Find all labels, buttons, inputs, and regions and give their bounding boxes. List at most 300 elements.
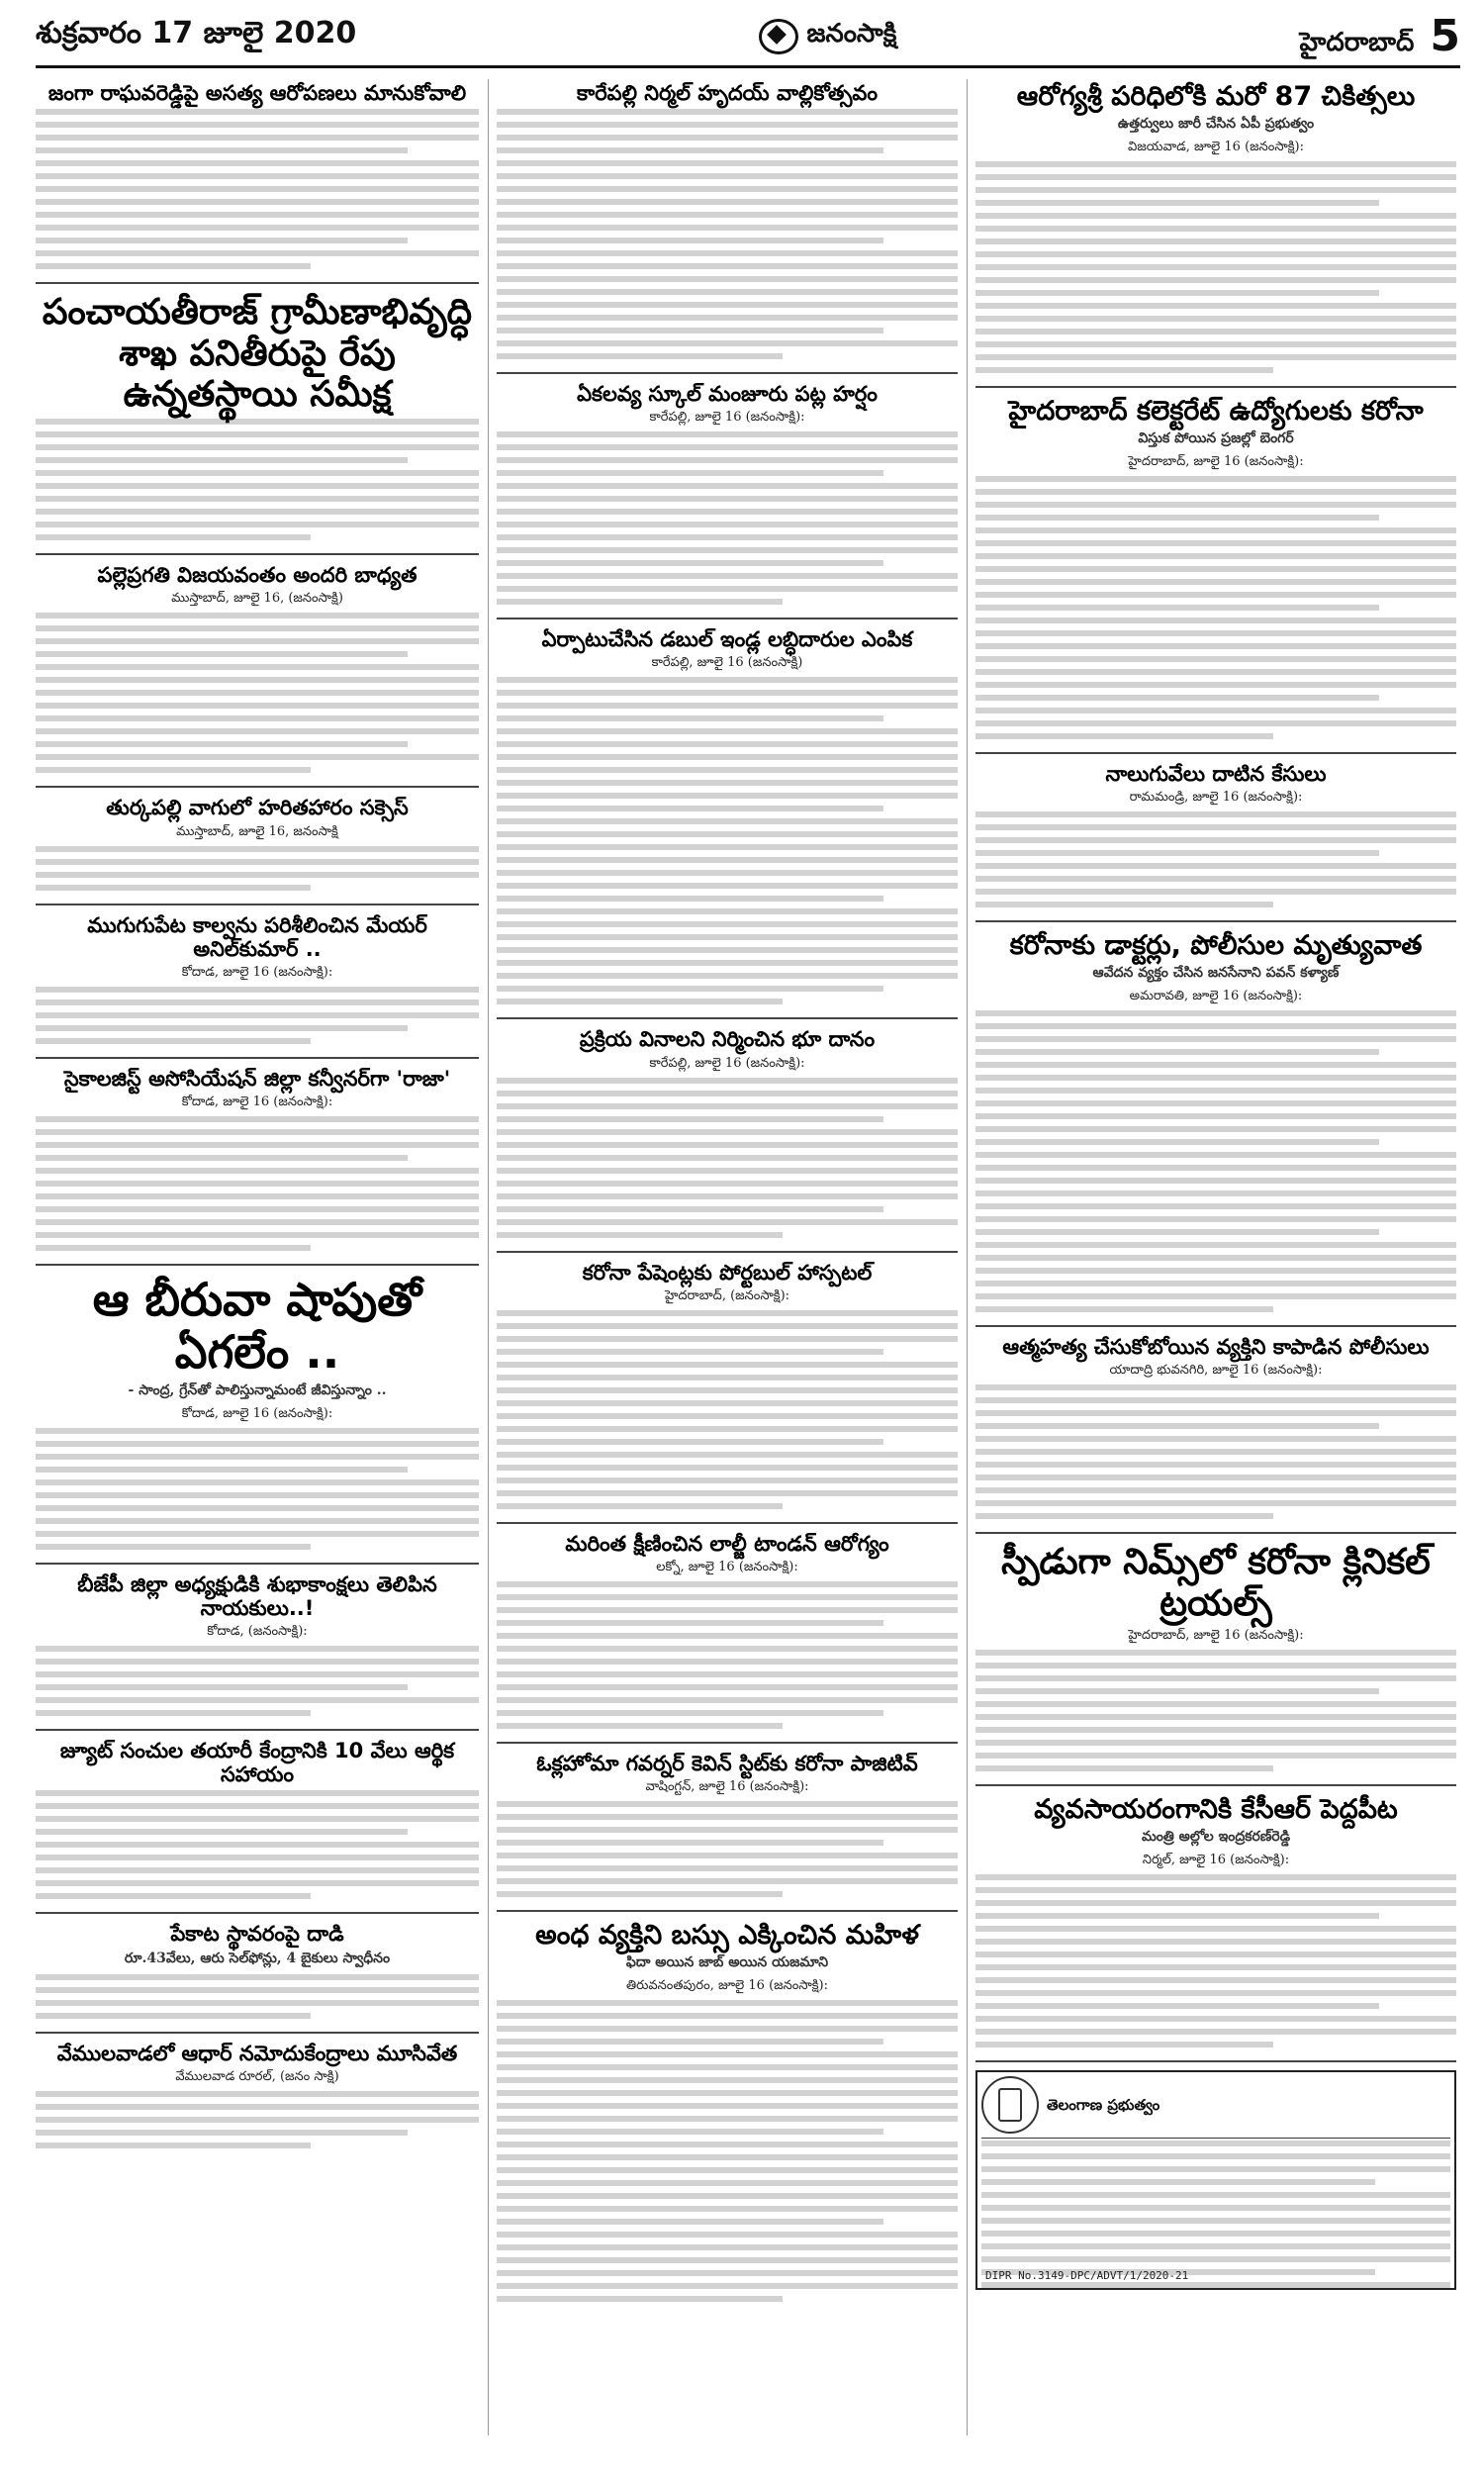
text-line (975, 1410, 1456, 1416)
text-line (36, 444, 479, 450)
text-line (497, 1477, 958, 1483)
column-divider (488, 79, 489, 2435)
text-line (975, 1900, 1456, 1906)
text-line (497, 250, 958, 256)
text-line (497, 1659, 958, 1665)
article-headline: పంచాయతీరాజ్ గ్రామీణాభివృద్ధి శాఖ పనితీరుపై రేపు ఉన్నతస్థాయి సమీక్ష (42, 292, 473, 415)
text-line (497, 1091, 958, 1096)
text-line (497, 109, 958, 115)
article-dateline: కారేపల్లి, జూలై 16 (జనంసాక్షి): (649, 410, 805, 426)
text-line (975, 1397, 1456, 1403)
text-line (975, 1977, 1456, 1983)
issue-date: శుక్రవారం 17 జూలై 2020 (36, 16, 357, 50)
article (497, 1920, 958, 2315)
article-body (975, 1650, 1456, 1771)
article-body (36, 2091, 479, 2148)
text-line (975, 213, 1456, 219)
text-line (497, 1078, 958, 1084)
text-line (975, 1062, 1456, 1068)
text-line (975, 1688, 1379, 1694)
text-line (975, 1049, 1379, 1055)
text-line (36, 690, 479, 696)
article-body (36, 419, 479, 540)
text-line (497, 1413, 958, 1419)
text-line (975, 1203, 1456, 1209)
text-line (36, 1012, 479, 1018)
text-line (36, 1855, 479, 1860)
text-line (36, 263, 311, 269)
text-line (497, 340, 958, 346)
text-line (975, 902, 1273, 907)
text-line (975, 605, 1379, 611)
article-dateline: అమరావతి, జూలై 16 (జనంసాక్షి): (1129, 989, 1303, 1004)
text-line (981, 2179, 1375, 2185)
text-line (497, 1620, 883, 1626)
text-line (36, 715, 479, 721)
article-body (975, 1384, 1456, 1519)
text-line (36, 173, 479, 179)
text-line (497, 690, 958, 696)
article-body (36, 1790, 479, 1899)
text-line (497, 276, 958, 282)
text-line (36, 1544, 311, 1550)
text-line (36, 1441, 479, 1447)
text-line (36, 1893, 311, 1899)
text-line (36, 2130, 408, 2136)
article-dateline: ముస్తాబాద్, జూలై 16, జనంసాక్షి (176, 823, 338, 839)
text-line (497, 934, 958, 940)
article-dateline: కారేపల్లి, జూలై 16 (జనంసాక్షి): (649, 1055, 805, 1071)
text-line (36, 431, 479, 437)
text-line (497, 973, 958, 979)
article-subhead: విస్తుక పోయిన ప్రజల్లో బెంగర్ (1138, 430, 1294, 447)
text-line (981, 2282, 1450, 2288)
text-line (497, 199, 958, 205)
text-line (975, 630, 1456, 636)
text-line (36, 1867, 479, 1873)
text-line (497, 1814, 958, 1820)
text-line (497, 122, 958, 128)
article-body (497, 2000, 958, 2302)
text-line (497, 741, 958, 747)
text-line (975, 1436, 1456, 1442)
text-line (975, 720, 1456, 726)
text-line (975, 1740, 1456, 1746)
text-line (497, 147, 883, 153)
text-line (975, 1190, 1456, 1196)
text-line (975, 527, 1456, 533)
text-line (36, 1232, 479, 1238)
text-line (497, 1181, 958, 1187)
article (36, 1739, 479, 1914)
text-line (497, 225, 958, 231)
text-line (497, 2064, 958, 2070)
text-line (975, 876, 1456, 882)
text-line (975, 316, 1456, 322)
text-line (975, 1010, 1456, 1016)
masthead-right (1300, 11, 1460, 63)
text-line (497, 2142, 958, 2147)
text-line (975, 489, 1456, 495)
text-line (497, 818, 958, 824)
text-line (497, 2180, 958, 2186)
article-dateline: ముస్తాబాద్, జూలై 16, (జనంసాక్షి) (171, 591, 343, 607)
article-headline: కరోనాకు డాక్టర్లు, పోలీసుల మృత్యువాత (1009, 930, 1423, 962)
article (975, 81, 1456, 388)
text-line (975, 656, 1456, 662)
text-line (975, 1964, 1456, 1970)
text-line (497, 509, 958, 515)
text-line (36, 419, 479, 425)
text-line (975, 1913, 1379, 1919)
article-dateline: వేములవాడ రూరల్, (జనం సాక్షి) (175, 2068, 339, 2084)
text-line (36, 1803, 479, 1809)
text-line (497, 2116, 958, 2122)
text-line (497, 1827, 958, 1833)
text-line (497, 2232, 958, 2237)
text-line (36, 2013, 311, 2019)
article-body (497, 1801, 958, 1897)
text-line (36, 1193, 479, 1199)
text-line (975, 1126, 1456, 1132)
text-line (497, 1336, 958, 1342)
text-line (975, 733, 1273, 739)
text-line (36, 1842, 479, 1848)
article-dateline: హైదరాబాద్, జూలై 16 (జనంసాక్షి): (1128, 1628, 1304, 1644)
article-headline: ప్రక్రియ వినాలని నిర్మించిన భూ దానం (579, 1027, 876, 1052)
text-line (975, 837, 1456, 843)
text-line (497, 1490, 958, 1496)
text-line (497, 1400, 958, 1406)
ad-header (981, 2076, 1450, 2139)
text-line (975, 226, 1456, 232)
text-line (497, 1103, 958, 1109)
text-line (975, 187, 1456, 193)
text-line (975, 1701, 1456, 1707)
text-line (497, 780, 958, 786)
article-headline: బీజేపీ జిల్లా అధ్యక్షుడికి శుభాకాంక్షలు తెలిపిన నాయకులు..! (77, 1571, 437, 1620)
text-line (497, 1323, 958, 1329)
article-headline: వ్యవసాయరంగానికి కేసీఆర్ పెద్దపీట (1034, 1794, 1398, 1826)
text-line (497, 431, 958, 437)
text-line (975, 1990, 1456, 1996)
text-line (36, 1219, 479, 1225)
article-dateline: రామమండ్రి, జూలై 16 (జనంసాక్షి): (1129, 790, 1303, 806)
article (36, 1572, 479, 1731)
text-line (36, 1428, 479, 1434)
text-line (36, 1025, 408, 1031)
text-line (36, 1518, 479, 1524)
text-line (497, 1116, 883, 1122)
text-line (36, 1974, 479, 1980)
text-line (497, 1439, 883, 1445)
government-emblem-icon (981, 2076, 1039, 2134)
text-line (975, 1306, 1273, 1312)
text-line (36, 2142, 311, 2148)
article (497, 382, 958, 619)
text-line (497, 1310, 958, 1316)
text-line (36, 135, 479, 141)
text-line (36, 109, 479, 115)
article-headline: ఆ బీరువా షాపుతో ఏగలేం .. (92, 1273, 422, 1379)
text-line (497, 560, 883, 566)
article-dateline: విజయవాడ, జూలై 16 (జనంసాక్షి): (1127, 140, 1304, 155)
text-line (981, 2141, 1450, 2146)
text-line (975, 1663, 1456, 1668)
text-line (975, 1255, 1456, 1261)
text-line (497, 496, 958, 502)
article (36, 913, 479, 1059)
text-line (36, 470, 479, 476)
text-line (497, 1232, 783, 1238)
text-line (975, 1088, 1456, 1094)
text-line (497, 302, 958, 308)
text-line (497, 522, 958, 527)
text-line (981, 2205, 1450, 2211)
text-line (36, 250, 479, 256)
text-line (36, 638, 479, 644)
text-line (497, 1594, 958, 1600)
text-line (975, 200, 1379, 206)
text-line (497, 2129, 883, 2135)
text-line (497, 1503, 783, 1509)
article-dateline: కోదాడ, జూలై 16 (జనంసాక్షి): (181, 964, 333, 980)
article-body (975, 476, 1456, 739)
text-line (36, 1038, 311, 1044)
text-line (36, 1129, 479, 1135)
text-line (36, 1454, 479, 1460)
text-line (975, 303, 1456, 309)
article-headline: ముగుగుపేట కాల్వను పరిశీలించిన మేయర్ అనిల్‌కుమార్ .. (87, 912, 427, 961)
text-line (975, 341, 1456, 347)
text-line (497, 2244, 958, 2250)
article-dateline: కోదాడ, జూలై 16 (జనంసాక్షి): (181, 1405, 333, 1421)
text-line (36, 1646, 479, 1652)
article-body (36, 1646, 479, 1716)
article-headline: ఓక్లహోమా గవర్నర్ కెవిన్ స్టిట్‌కు కరోనా పాజిటివ్ (536, 1751, 918, 1775)
text-line (975, 1449, 1456, 1455)
text-line (975, 1281, 1456, 1286)
article-body (975, 161, 1456, 373)
article-headline: నాలుగువేలు దాటిన కేసులు (1105, 762, 1327, 787)
text-line (36, 212, 479, 218)
text-line (497, 754, 958, 760)
text-line (497, 1452, 958, 1458)
article-body (36, 1116, 479, 1251)
article-headline: పల్లెప్రగతి విజయవంతం అందరి బాధ్యత (97, 563, 417, 588)
text-line (497, 960, 958, 966)
text-line (36, 496, 479, 502)
text-line (36, 225, 479, 231)
text-line (36, 522, 479, 527)
ad-body (981, 2141, 1450, 2290)
ad-dipr-code: DIPR No.3149-DPC/ADVT/1/2020-21 (985, 2269, 1189, 2283)
text-line (36, 664, 479, 670)
text-line (497, 2154, 958, 2160)
text-line (981, 2218, 1450, 2224)
article-dateline: కోదాడ, (జనంసాక్షి): (207, 1624, 308, 1640)
text-line (497, 1891, 783, 1897)
article (36, 292, 479, 555)
article (975, 396, 1456, 754)
text-line (497, 1465, 958, 1471)
newspaper-logo (759, 19, 896, 54)
text-line (975, 669, 1456, 675)
text-line (36, 1142, 479, 1148)
article-subhead: ఆవేదన వ్యక్తం చేసిన జనసేనాని పవన్ కళ్యాణ్ (1092, 965, 1340, 982)
text-line (975, 1293, 1456, 1299)
text-line (497, 263, 958, 269)
article-body (36, 846, 479, 891)
text-line (36, 186, 479, 192)
text-line (497, 315, 958, 321)
text-line (497, 1607, 958, 1613)
text-line (975, 1075, 1456, 1081)
text-line (975, 264, 1456, 270)
text-line (36, 1671, 479, 1677)
text-line (36, 2000, 479, 2006)
text-line (36, 703, 479, 709)
article-headline: కారేపల్లి నిర్మల్ హృదయ్ వాల్లికోత్సవం (576, 81, 878, 105)
text-line (975, 1475, 1456, 1480)
column-3 (975, 79, 1456, 2435)
text-line (975, 1487, 1456, 1493)
text-line (497, 328, 883, 333)
text-line (497, 1853, 958, 1858)
text-line (975, 1268, 1456, 1274)
article (975, 930, 1456, 1327)
text-line (981, 2153, 1450, 2159)
text-line (36, 122, 479, 128)
text-line (975, 1423, 1379, 1429)
text-line (975, 1152, 1456, 1158)
article-headline: మరింత క్షీణించిన లాల్జీ టాండన్ ఆరోగ్యం (565, 1531, 889, 1556)
text-line (975, 1139, 1379, 1145)
text-line (497, 1206, 883, 1212)
article-headline: కరోనా పేషెంట్లకు పోర్టబుల్ హాస్పటల్ (582, 1260, 873, 1285)
edition-city: హైదరాబాద్ (1299, 27, 1415, 57)
text-line (497, 883, 958, 889)
text-line (36, 859, 479, 865)
text-line (36, 1880, 479, 1886)
text-line (975, 708, 1456, 714)
article (36, 1067, 479, 1266)
article (497, 81, 958, 374)
text-line (497, 547, 958, 553)
text-line (975, 1951, 1456, 1957)
text-line (975, 824, 1456, 830)
text-line (975, 1242, 1456, 1248)
text-line (975, 850, 1379, 856)
text-line (36, 1684, 408, 1690)
text-line (36, 987, 479, 993)
text-line (981, 2231, 1450, 2237)
article-dateline: కారేపల్లి, జూలై 16 (జనంసాక్షి) (651, 655, 803, 671)
ad-title: తెలంగాణ ప్రభుత్వం (1047, 2095, 1160, 2114)
text-line (497, 212, 958, 218)
text-line (36, 1245, 311, 1251)
text-line (497, 1375, 958, 1380)
text-line (497, 1362, 958, 1368)
text-line (975, 1714, 1456, 1720)
text-line (36, 728, 479, 734)
text-line (497, 573, 958, 579)
text-line (975, 329, 1456, 334)
text-line (497, 870, 958, 876)
article-dateline: లక్నో, జూలై 16 (జనంసాక్షి): (656, 1559, 798, 1574)
text-line (36, 1116, 479, 1122)
text-line (975, 1462, 1456, 1468)
text-line (36, 767, 311, 773)
text-line (975, 476, 1456, 482)
article-dateline: యాదాద్రి భువనగిరి, జూలై 16 (జనంసాక్షి): (1109, 1363, 1323, 1379)
text-line (36, 147, 408, 153)
text-line (975, 863, 1456, 869)
text-line (975, 553, 1456, 559)
text-line (497, 2219, 883, 2225)
text-line (36, 1710, 311, 1716)
text-line (975, 1178, 1456, 1184)
text-line (36, 2117, 479, 2123)
text-line (497, 2167, 958, 2173)
text-line (497, 1168, 958, 1174)
column-2 (497, 79, 958, 2435)
article-headline: జంగా రాఘవరెడ్డిపై అసత్య ఆరోపణలు మానుకోవాలి (47, 81, 467, 105)
text-line (497, 844, 958, 850)
text-line (975, 618, 1456, 623)
text-line (497, 1646, 958, 1652)
article-body (497, 1078, 958, 1238)
text-line (975, 1765, 1273, 1771)
text-line (975, 682, 1456, 688)
text-line (36, 1505, 479, 1511)
text-line (36, 1659, 479, 1665)
text-line (497, 715, 883, 721)
article-body (975, 1010, 1456, 1312)
text-line (497, 1581, 958, 1587)
text-line (36, 872, 479, 878)
text-line (36, 238, 408, 243)
article (36, 81, 479, 284)
text-line (36, 160, 479, 166)
text-line (36, 651, 408, 657)
text-line (497, 2077, 958, 2083)
article (36, 1274, 479, 1565)
text-line (975, 1939, 1456, 1945)
text-line (497, 2026, 958, 2032)
text-line (975, 579, 1456, 585)
text-line (36, 885, 311, 891)
article (497, 1532, 958, 1744)
article (36, 2042, 479, 2161)
government-tender-ad (975, 2070, 1456, 2290)
article-body (497, 677, 958, 1004)
text-line (497, 2296, 783, 2302)
masthead (36, 8, 1460, 68)
text-line (497, 1671, 958, 1677)
column-divider (967, 79, 968, 2435)
article (36, 796, 479, 904)
article (975, 1542, 1456, 1786)
text-line (497, 1840, 883, 1846)
text-line (36, 1697, 479, 1703)
text-line (497, 238, 883, 243)
text-line (497, 1129, 958, 1135)
text-line (36, 1816, 479, 1822)
text-line (497, 793, 958, 799)
text-line (975, 174, 1456, 180)
article (36, 563, 479, 788)
